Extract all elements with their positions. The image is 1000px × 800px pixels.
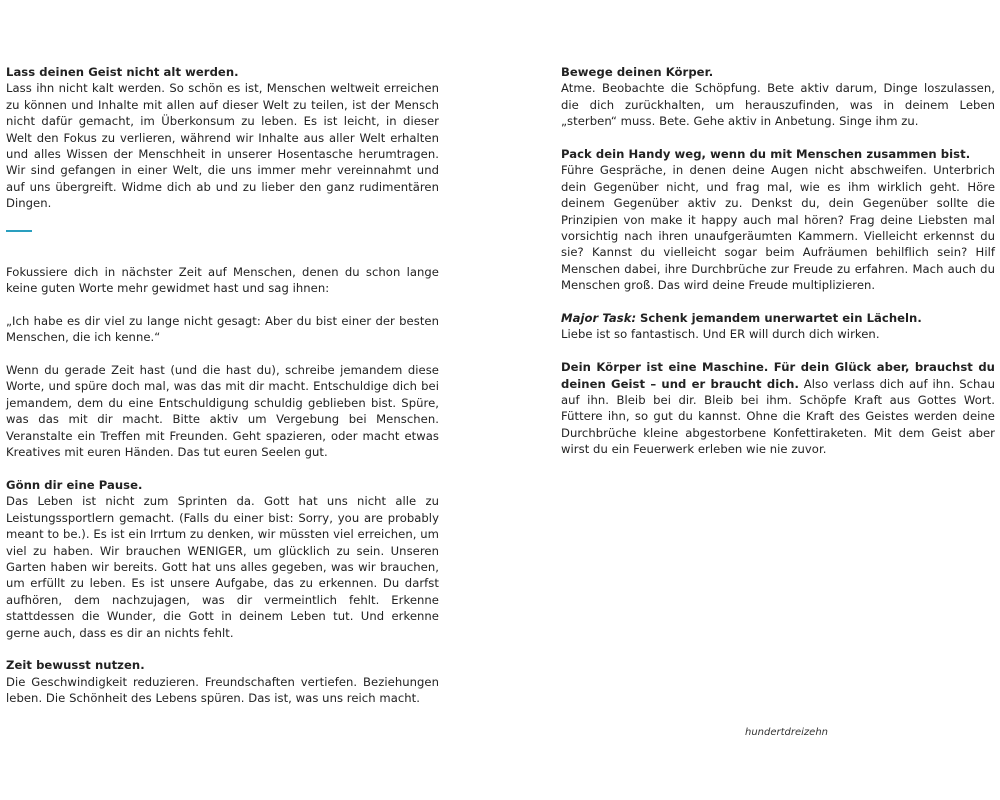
section-zeit — [6, 657, 439, 706]
section-body: Also verlass dich auf ihn. Schau auf ihn. Bleib bei dir. Bleib bei ihm. Schöpfe Kraft aus Gottes Wort. Füttere ihn, so gut du kannst. Ohne die Kraft des Geistes werden deine Durchbrüche kleine abgestorbene Konfettiraketen. Mit dem Geist aber wirst du ein Feuerwerk erleben wie nie zuvor. — [561, 376, 995, 457]
right-column — [561, 64, 995, 474]
section-pause — [6, 477, 439, 641]
section-koerper — [561, 64, 995, 130]
section-major-task — [561, 310, 995, 343]
section-geist — [6, 64, 439, 212]
section-body: Das Leben ist nicht zum Sprinten da. Gott hat uns nicht alle zu Leistungssportlern gemacht. (Falls du einer bist: Sorry, you are probably meant to be.). Es ist ein Irrtum zu denken, wir müssten viel erreichen, um viel zu haben. Wir brauchen WENIGER, um glücklich zu sein. Unseren Garten haben wir bereits. Gott hat uns alles gegeben, was wir brauchen, um erfüllt zu leben. Es ist unsere Aufgabe, das zu erkennen. Du darfst aufhören, dem nachzujagen, was dir vermeintlich fehlt. Erkenne stattdessen die Wunder, die Gott in deinem Leben tut. Und erkenne gerne auch, dass es dir an nichts fehlt. — [6, 494, 439, 640]
section-body: Lass ihn nicht kalt werden. So schön es ist, Menschen weltweit erreichen zu können und Inhalte mit allen auf dieser Welt zu teilen, ist der Mensch nicht dafür gemacht, im Überkonsum zu leben. Es ist leicht, in dieser Welt den Fokus zu verlieren, während wir Inhalte aus aller Welt erhalten und alles Wissen der Menschheit in unserer Hosentasche herumtragen. Wir sind gefangen in einer Welt, die uns immer mehr vereinnahmt und auf uns übergreift. Widme dich ab und zu lieber den ganz rudimentären Dingen. — [6, 81, 439, 211]
section-heading: Schenk jemandem unerwartet ein Lächeln. — [639, 311, 922, 326]
section-heading: Lass deinen Geist nicht alt werden. — [6, 65, 239, 79]
section-handy — [561, 146, 995, 294]
section-body: Die Geschwindigkeit reduzieren. Freundschaften vertiefen. Beziehungen leben. Die Schönheit des Lebens spüren. Das ist, was uns reich macht. — [6, 674, 439, 706]
section-heading: Dein Körper ist eine Maschine. Für dein Glück aber, brauchst du deinen Geist – und er braucht dich. — [561, 360, 995, 391]
section-heading: Pack dein Handy weg, wenn du mit Menschen zusammen bist. — [561, 147, 971, 162]
section-body: Führe Gespräche, in denen deine Augen nicht abschweifen. Unterbrich dein Gegenüber nicht, und frag mal, wie es ihm wirklich geht. Höre deinem Gegenüber aktiv zu. Denkst du, dein Gegenüber sollte die Prinzipien von make it happy auch mal hören? Frag deine Liebsten mal vorsichtig nach ihren unaufgeräumten Kammern. Vielleicht erkennst du sie? Kannst du vielleicht sogar beim Aufräumen behilflich sein? Hilf Menschen dabei, ihre Durchbrüche zur Freude zu erfahren. Mach auch du Menschen groß. Das wird deine Freude multiplizieren. — [561, 163, 995, 293]
major-task-label: Major Task: — [561, 311, 637, 326]
page-number: hundertdreizehn — [745, 727, 829, 738]
quote-paragraph: „Ich habe es dir viel zu lange nicht gesagt: Aber du bist einer der besten Menschen, die ich kenne.“ — [6, 313, 439, 345]
section-heading: Gönn dir eine Pause. — [6, 477, 143, 492]
section-heading: Bewege deinen Körper. — [561, 65, 714, 79]
section-maschine — [561, 359, 995, 457]
paragraph-wenn: Wenn du gerade Zeit hast (und die hast du), schreibe jemandem diese Worte, und spüre doch mal, was das mit dir macht. Entschuldige dich bei jemandem, dem du eine Entschuldigung schuldig geblieben bist. Spüre, was das mit dir macht. Bitte aktiv um Vergebung bei Menschen. Veranstalte ein Treffen mit Freunden. Geht spazieren, oder macht etwas Kreatives mit euren Händen. Das tut euren Seelen gut. — [6, 363, 439, 460]
section-heading: Zeit bewusst nutzen. — [6, 658, 145, 673]
left-column — [6, 64, 439, 723]
paragraph-fokus: Fokussiere dich in nächster Zeit auf Menschen, denen du schon lange keine guten Worte mehr gewidmet hast und sag ihnen: — [6, 264, 439, 296]
section-body: Atme. Beobachte die Schöpfung. Bete aktiv darum, Dinge loszulassen, die dich zurückhalten, um herauszufinden, was in deinem Leben „sterben“ muss. Bete. Gehe aktiv in Anbetung. Singe ihm zu. — [561, 81, 995, 129]
accent-divider — [6, 230, 32, 232]
section-body: Liebe ist so fantastisch. Und ER will durch dich wirken. — [561, 327, 880, 342]
